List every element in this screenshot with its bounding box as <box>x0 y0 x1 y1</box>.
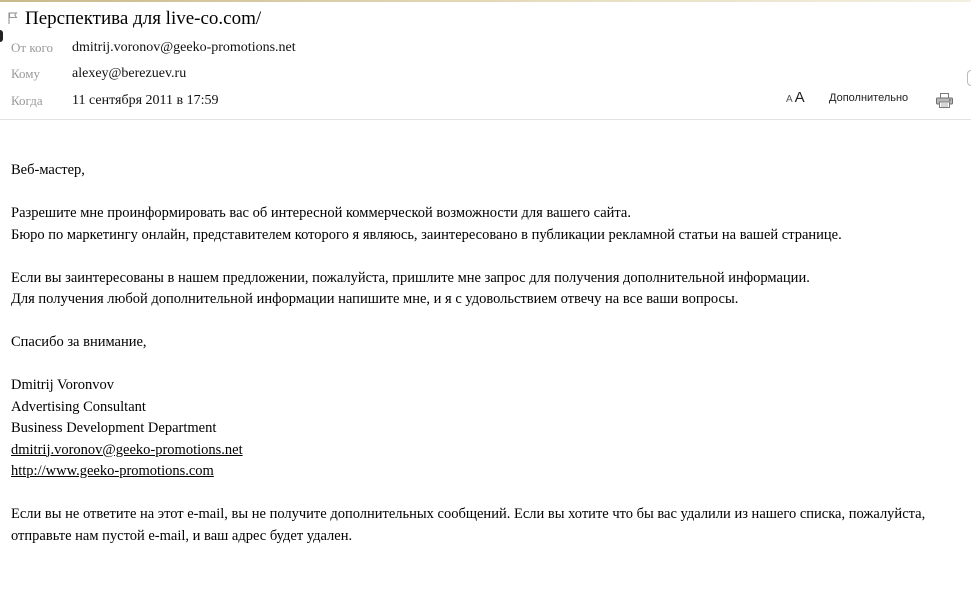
signature-url-link[interactable]: http://www.geeko-promotions.com <box>11 463 214 479</box>
greeting: Веб-мастер, <box>11 162 85 178</box>
font-size-control <box>786 89 805 109</box>
flag-icon[interactable] <box>8 12 18 24</box>
body-paragraph-1-line-1: Разрешите мне проинформировать вас об интересной коммерческой возможности для вашего сайта. <box>11 205 631 221</box>
signature-email-line <box>11 440 961 462</box>
body-paragraph-2-line-1: Если вы заинтересованы в нашем предложении, пожалуйста, пришлите мне запрос для получения дополнительной информации. <box>11 269 810 286</box>
signature-email-link[interactable]: dmitrij.voronov@geeko-promotions.net <box>11 441 243 458</box>
signature-department: Business Development Department <box>11 420 217 436</box>
printer-icon[interactable] <box>936 93 953 108</box>
email-body <box>11 160 961 547</box>
spacer <box>11 246 961 268</box>
to-address[interactable]: alexey@berezuev.ru <box>72 66 187 81</box>
header-divider <box>0 119 971 120</box>
spacer <box>11 354 961 376</box>
decrease-font-button[interactable]: A <box>786 94 793 105</box>
signature-name: Dmitrij Voronvov <box>11 377 114 393</box>
from-label: От кого <box>11 40 53 55</box>
date-label: Когда <box>11 93 43 108</box>
spacer <box>11 483 961 505</box>
spacer <box>11 311 961 333</box>
to-label: Кому <box>11 66 41 81</box>
thanks-line: Спасибо за внимание, <box>11 334 147 350</box>
date-value: 11 сентября 2011 в 17:59 <box>72 93 219 108</box>
signature-title: Advertising Consultant <box>11 398 146 415</box>
email-header <box>0 0 971 120</box>
body-paragraph-1-line-2: Бюро по маркетингу онлайн, представителем которого я являюсь, заинтересовано в публикации рекламной статьи на вашей странице. <box>11 226 842 243</box>
more-options-button[interactable]: Дополнительно <box>829 92 909 104</box>
body-paragraph-2-line-2: Для получения любой дополнительной информации напишите мне, и я с удовольствием отвечу на все ваши вопросы. <box>11 291 739 307</box>
footer-paragraph: Если вы не ответите на этот e-mail, вы не получите дополнительных сообщений. Если вы хотите что бы вас удалили из нашего списка, пожалуйста, отправьте нам пустой e-mail, и ваш адрес будет удален. <box>11 506 926 544</box>
from-address[interactable]: dmitrij.voronov@geeko-promotions.net <box>72 40 296 55</box>
spacer <box>11 182 961 204</box>
email-subject: Перспектива для live-co.com/ <box>25 8 262 29</box>
signature-url-line <box>11 461 961 483</box>
increase-font-button[interactable]: A <box>794 89 805 106</box>
